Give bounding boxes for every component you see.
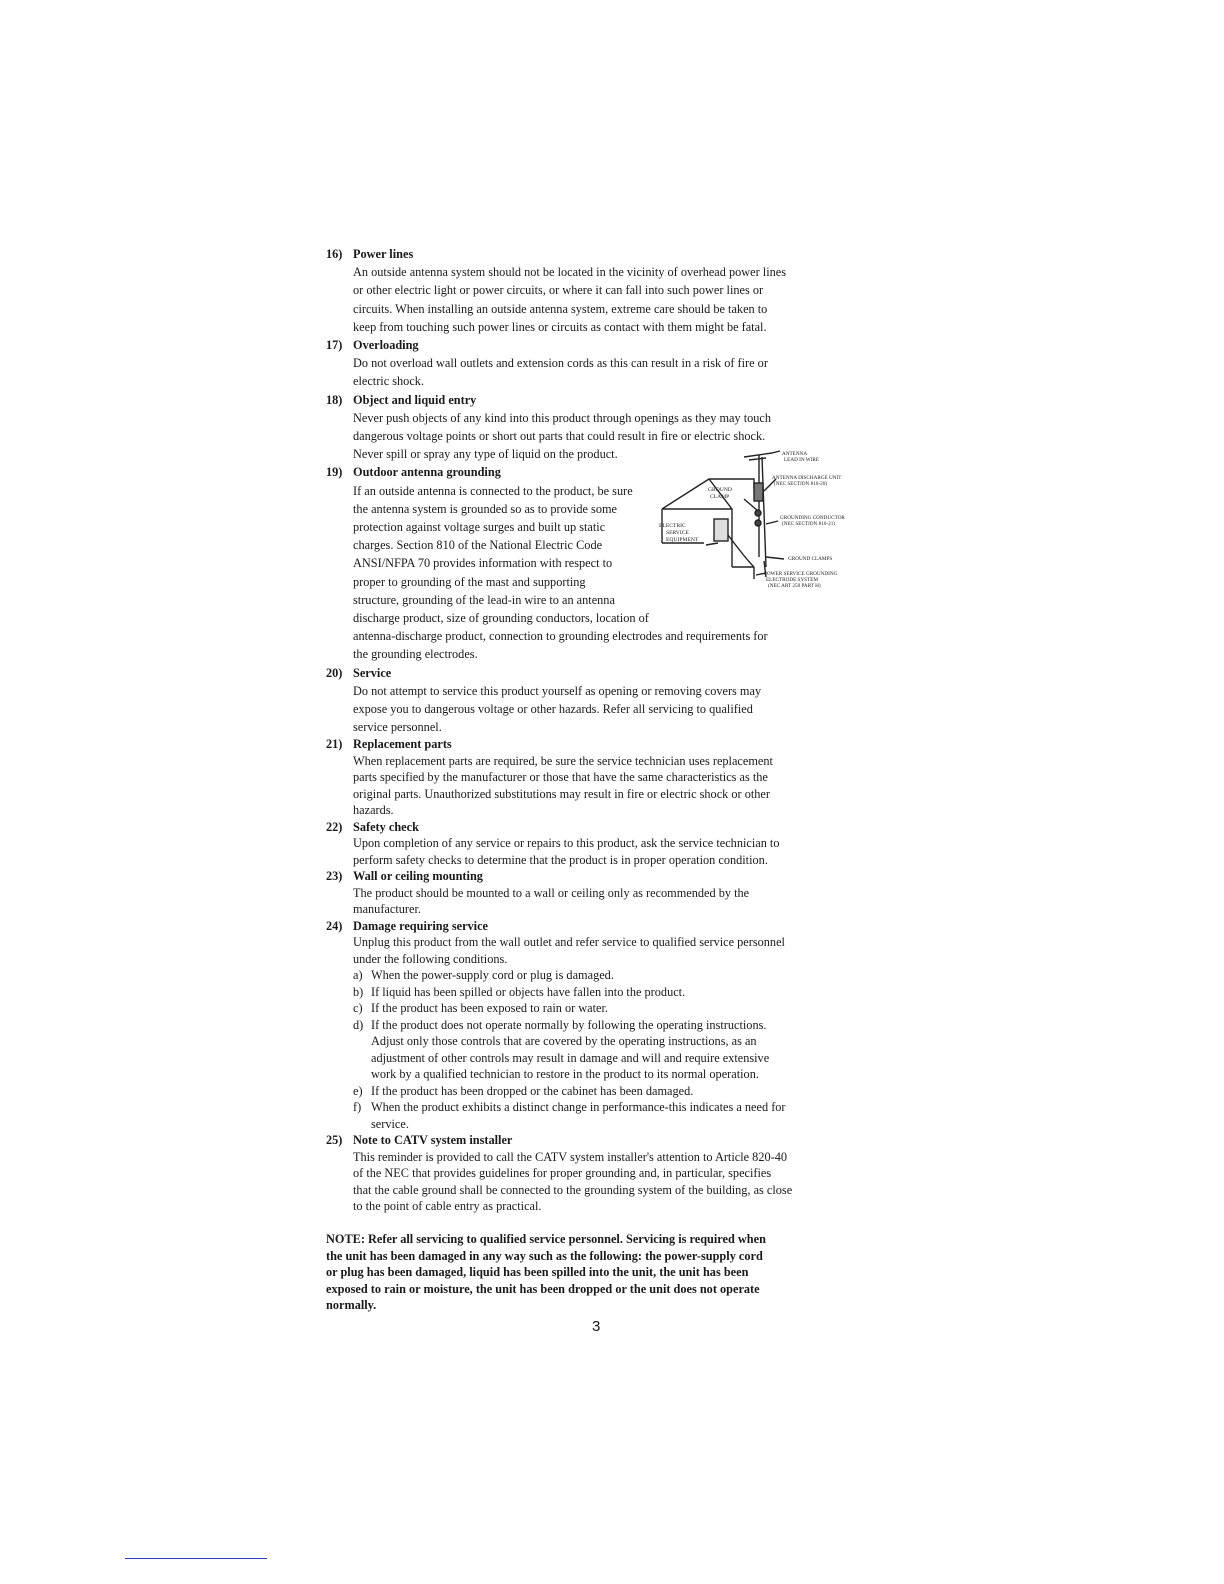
text-line: ANSI/NFPA 70 provides information with respect to [353, 556, 613, 571]
text-line: keep from touching such power lines or circuits as contact with them might be fatal. [353, 319, 767, 334]
section-number: 16) [326, 247, 343, 261]
section-number: 25) [326, 1133, 343, 1148]
section-text-continued [353, 609, 871, 664]
label-lead-in-wire: LEAD IN WIRE [784, 457, 820, 464]
section-title: Wall or ceiling mounting [353, 869, 483, 884]
section-text [353, 753, 871, 819]
section-16 [326, 245, 871, 336]
text-line: the unit has been damaged in any way such as the following: the power-supply cord [326, 1248, 763, 1263]
list-item-f [353, 1099, 871, 1132]
text-line: electric shock. [353, 374, 425, 389]
list-letter: e) [353, 1083, 363, 1098]
text-line: work by a qualified technician to restore in the product to its normal operation. [371, 1067, 759, 1082]
section-text [353, 682, 871, 737]
section-title: Outdoor antenna grounding [353, 465, 501, 480]
label-grounding-conductor: (NEC SECTION 810-21) [782, 521, 836, 528]
label-electric-service: ELECTRIC [659, 523, 686, 530]
section-title: Service [353, 665, 392, 680]
page-number: 3 [592, 1318, 601, 1335]
section-17 [326, 336, 871, 391]
section-number: 22) [326, 819, 343, 834]
label-ground-clamp: CLAMP [710, 494, 730, 501]
text-line: When the power-supply cord or plug is damaged. [371, 968, 614, 983]
antenna-grounding-illustration [654, 449, 854, 599]
text-line: Adjust only those controls that are covered by the operating instructions, as an [371, 1034, 757, 1049]
service-note [326, 1231, 871, 1314]
text-line: adjustment of other controls may result in damage and will and require extensive [371, 1050, 770, 1065]
text-line: original parts. Unauthorized substitutions may result in fire or electric shock or other [353, 786, 770, 801]
text-line: Unplug this product from the wall outlet and refer service to qualified service personnel [353, 935, 785, 950]
text-line: or other electric light or power circuits, or where it can fall into such power lines or [353, 283, 764, 298]
text-line: manufacturer. [353, 902, 421, 917]
label-antenna: ANTENNA [782, 451, 808, 458]
section-text [353, 835, 871, 868]
footnote-divider [125, 1558, 267, 1559]
section-title: Damage requiring service [353, 918, 489, 933]
text-line: antenna-discharge product, connection to grounding electrodes and requirements for [353, 629, 768, 644]
list-item-b [353, 984, 871, 1001]
label-power-service-grounding: POWER SERVICE GROUNDING [764, 571, 838, 578]
text-line: parts specified by the manufacturer or those that have the same characteristics as the [353, 770, 768, 785]
section-title: Power lines [353, 247, 414, 261]
text-line: of the NEC that provides guidelines for proper grounding and, in particular, specifies [353, 1166, 772, 1181]
label-grounding-conductor: GROUNDING CONDUCTOR [780, 515, 845, 522]
text-line: under the following conditions. [353, 951, 508, 966]
section-title: Replacement parts [353, 737, 452, 752]
text-line: protection against voltage surges and built up static [353, 520, 606, 535]
text-line: perform safety checks to determine that the product is in proper operation condition. [353, 852, 768, 867]
text-line: If the product has been exposed to rain or water. [371, 1001, 608, 1016]
text-line: to the point of cable entry as practical. [353, 1199, 542, 1214]
text-line: circuits. When installing an outside antenna system, extreme care should be taken to [353, 301, 768, 316]
text-line: the grounding electrodes. [353, 647, 478, 662]
label-discharge-unit: ANTENNA DISCHARGE UNIT [772, 475, 842, 482]
text-line: discharge product, size of grounding conductors, location of [353, 611, 649, 626]
section-text [353, 1149, 871, 1215]
label-electric-service: EQUIPMENT [666, 537, 699, 544]
list-letter: b) [353, 984, 364, 999]
label-ground-clamps: GROUND CLAMPS [788, 556, 833, 563]
label-power-service-grounding: ELECTRODE SYSTEM [766, 577, 819, 584]
list-letter: d) [353, 1017, 364, 1032]
list-item-a [353, 967, 871, 984]
list-letter: c) [353, 1001, 363, 1016]
section-number: 21) [326, 737, 343, 752]
text-line: An outside antenna system should not be located in the vicinity of overhead power lines [353, 265, 787, 280]
section-text [353, 885, 871, 918]
label-power-service-grounding: (NEC ART 250 PART H) [768, 583, 821, 590]
text-line: If liquid has been spilled or objects have fallen into the product. [371, 984, 686, 999]
section-number: 19) [326, 465, 343, 480]
section-number: 17) [326, 338, 343, 353]
text-line: or plug has been damaged, liquid has been spilled into the unit, the unit has been [326, 1265, 749, 1280]
list-letter: f) [353, 1100, 362, 1115]
text-line: When the product exhibits a distinct change in performance-this indicates a need for [371, 1100, 786, 1115]
section-title: Note to CATV system installer [353, 1133, 513, 1148]
section-text [353, 354, 871, 390]
text-line: exposed to rain or moisture, the unit has been dropped or the unit does not operate [326, 1281, 760, 1296]
text-line: structure, grounding of the lead-in wire to an antenna [353, 592, 615, 607]
text-line: charges. Section 810 of the National Electric Code [353, 538, 603, 553]
text-line: Do not overload wall outlets and extension cords as this can result in a risk of fire or [353, 356, 768, 371]
text-line: proper to grounding of the mast and supporting [353, 574, 586, 589]
text-line: If an outside antenna is connected to the product, be sure [353, 483, 633, 498]
section-number: 23) [326, 869, 343, 884]
text-line: normally. [326, 1298, 377, 1313]
text-line: expose you to dangerous voltage or other hazards. Refer all servicing to qualified [353, 702, 753, 717]
text-line: service personnel. [353, 720, 442, 735]
section-title: Object and liquid entry [353, 392, 477, 407]
text-line: If the product has been dropped or the cabinet has been damaged. [371, 1083, 694, 1098]
section-text [353, 934, 871, 967]
section-20 [326, 664, 871, 737]
label-electric-service: SERVICE [666, 530, 689, 537]
text-line: service. [371, 1116, 409, 1131]
label-ground-clamp: GROUND [708, 487, 732, 494]
text-line: NOTE: Refer all servicing to qualified service personnel. Servicing is required when [326, 1231, 766, 1246]
section-23 [326, 868, 871, 918]
text-line: This reminder is provided to call the CATV system installer's attention to Article 820-40 [353, 1149, 788, 1164]
text-line: Never push objects of any kind into this product through openings as they may touch [353, 410, 772, 425]
section-number: 24) [326, 918, 343, 933]
section-25 [326, 1132, 871, 1215]
section-21 [326, 736, 871, 819]
section-number: 18) [326, 392, 343, 407]
document-body [326, 245, 871, 1314]
section-text [353, 482, 661, 609]
section-text [353, 263, 871, 336]
text-line: the antenna system is grounded so as to provide some [353, 501, 617, 516]
list-item-e [353, 1083, 871, 1100]
text-line: Do not attempt to service this product yourself as opening or removing covers may [353, 683, 762, 698]
section-number: 20) [326, 665, 343, 680]
section-22 [326, 819, 871, 869]
antenna-grounding-diagram [654, 449, 854, 599]
list-letter: a) [353, 968, 363, 983]
section-24 [326, 918, 871, 1133]
text-line: The product should be mounted to a wall or ceiling only as recommended by the [353, 885, 750, 900]
text-line: hazards. [353, 803, 394, 818]
list-item-d [353, 1017, 871, 1083]
label-discharge-nec: (NEC SECTION 810-20) [774, 481, 828, 488]
section-title: Safety check [353, 819, 419, 834]
text-line: Never spill or spray any type of liquid on the product. [353, 447, 618, 462]
list-item-c [353, 1000, 871, 1017]
text-line: Upon completion of any service or repairs to this product, ask the service technician to [353, 836, 780, 851]
section-title: Overloading [353, 338, 419, 353]
text-line: dangerous voltage points or short out parts that could result in fire or electric shock. [353, 429, 766, 444]
text-line: When replacement parts are required, be sure the service technician uses replacement [353, 753, 773, 768]
text-line: that the cable ground shall be connected to the grounding system of the building, as close [353, 1182, 793, 1197]
text-line: If the product does not operate normally by following the operating instructions. [371, 1017, 767, 1032]
